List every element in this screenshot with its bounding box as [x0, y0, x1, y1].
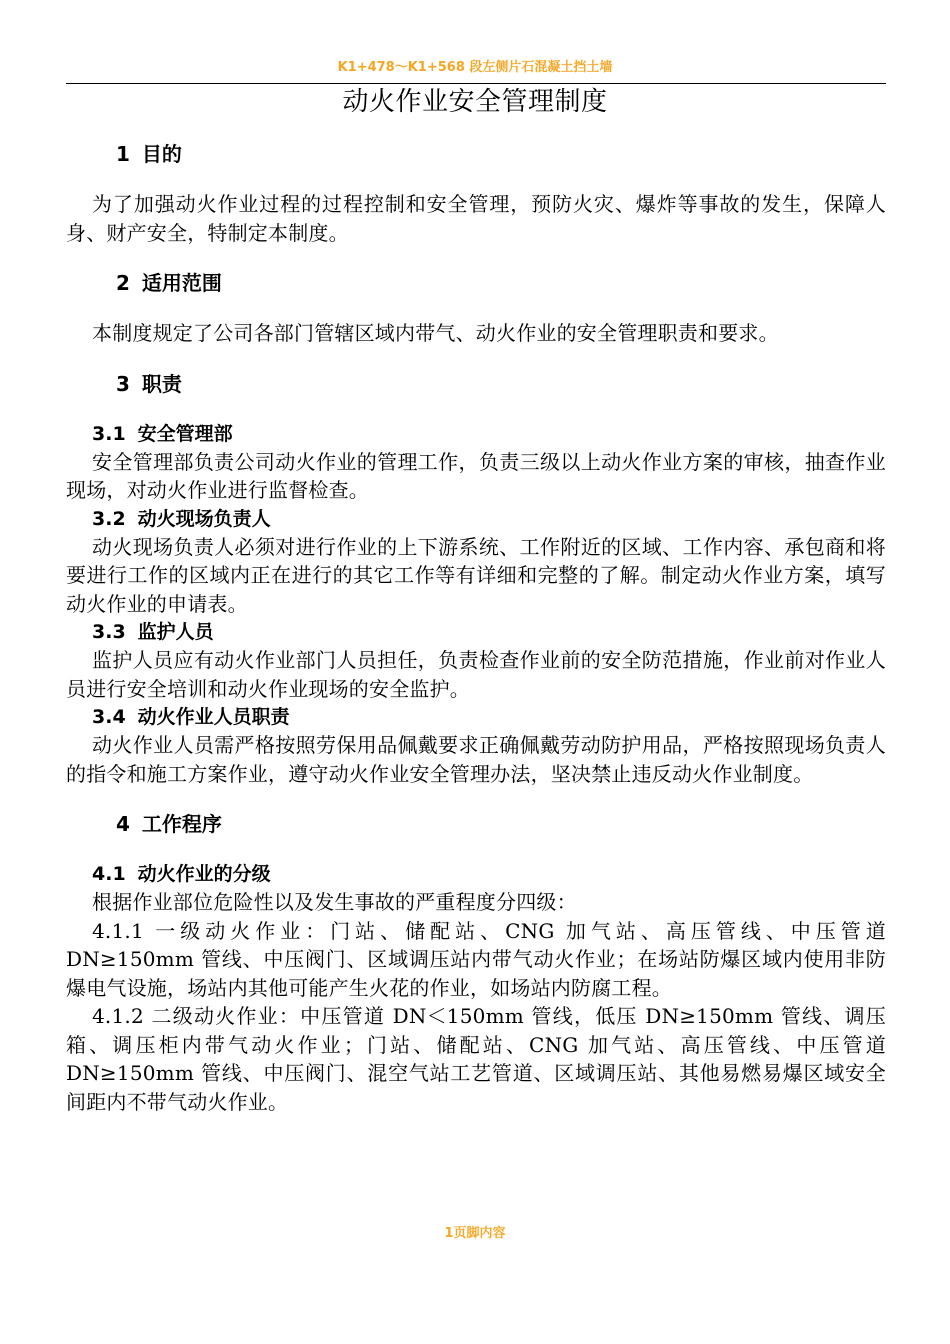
- document-body: [66, 140, 886, 1116]
- paragraph: 安全管理部负责公司动火作业的管理工作，负责三级以上动火作业方案的审核，抽查作业现场，对动火作业进行监督检查。: [66, 449, 886, 502]
- section-heading-4: [66, 810, 886, 838]
- subsection-heading-3-1: [66, 420, 886, 448]
- spacer: [66, 788, 886, 810]
- paragraph: 动火现场负责人必须对进行作业的上下游系统、工作附近的区域、工作内容、承包商和将要进行工作的区域内正在进行的其它工作等有详细和完整的了解。制定动火作业方案，填写动火作业的申请表。: [66, 534, 886, 616]
- subsection-title: 动火作业人员职责: [137, 706, 290, 728]
- document-title: 动火作业安全管理制度: [342, 87, 608, 117]
- subsection-title: 安全管理部: [137, 422, 233, 445]
- subsection-number: 3.3: [92, 621, 126, 643]
- section-title: 职责: [141, 371, 182, 396]
- section-title: 适用范围: [141, 271, 222, 295]
- subsection-title: 监护人员: [137, 621, 214, 643]
- section-title: 目的: [141, 142, 182, 166]
- section-number: 1: [116, 142, 130, 166]
- list-item: 4.1.2 二级动火作业：中压管道 DN＜150mm 管线，低压 DN≥150mm 管线、调压箱、调压柜内带气动火作业；门站、储配站、CNG 加气站、高压管线、中压管道 DN≥150mm 管线、中压阀门、混空气站工艺管道、区域调压站、其他易燃易爆区域安全间距内不带气动火作业。: [66, 1004, 886, 1114]
- spacer: [66, 297, 886, 319]
- paragraph: 本制度规定了公司各部门管辖区域内带气、动火作业的安全管理职责和要求。: [92, 321, 779, 345]
- subsection-number: 3.4: [92, 706, 126, 728]
- section-heading-1: [66, 140, 886, 168]
- page-header: K1+478～K1+568 段左侧片石混凝土挡土墙: [337, 60, 613, 75]
- spacer: [66, 247, 886, 269]
- subsection-heading-3-3: [66, 618, 886, 646]
- page-footer: 1页脚内容: [444, 1226, 506, 1241]
- paragraph: 监护人员应有动火作业部门人员担任，负责检查作业前的安全防范措施，作业前对作业人员进行安全培训和动火作业现场的安全监护。: [66, 648, 886, 701]
- paragraph: 动火作业人员需严格按照劳保用品佩戴要求正确佩戴劳动防护用品，严格按照现场负责人的指令和施工方案作业，遵守动火作业安全管理办法，坚决禁止违反动火作业制度。: [66, 733, 886, 786]
- subsection-heading-4-1: [66, 860, 886, 888]
- spacer: [66, 398, 886, 420]
- spacer: [66, 838, 886, 860]
- spacer: [66, 348, 886, 370]
- section-number: 3: [116, 371, 130, 396]
- subsection-title: 动火作业的分级: [137, 863, 271, 885]
- section-title: 工作程序: [141, 812, 222, 836]
- section-heading-3: [66, 370, 886, 398]
- header-divider: [66, 83, 886, 84]
- subsection-title: 动火现场负责人: [137, 507, 271, 530]
- subsection-heading-3-2: [66, 505, 886, 533]
- subsection-number: 4.1: [92, 863, 126, 885]
- subsection-heading-3-4: [66, 703, 886, 731]
- paragraph: 为了加强动火作业过程的过程控制和安全管理，预防火灾、爆炸等事故的发生，保障人身、财产安全，特制定本制度。: [66, 192, 886, 245]
- section-number: 4: [116, 812, 130, 836]
- subsection-number: 3.1: [92, 422, 126, 445]
- spacer: [66, 168, 886, 190]
- paragraph: 根据作业部位危险性以及发生事故的严重程度分四级：: [92, 890, 577, 914]
- section-heading-2: [66, 269, 886, 297]
- section-number: 2: [116, 271, 130, 295]
- subsection-number: 3.2: [92, 507, 126, 530]
- list-item: 4.1.1 一级动火作业：门站、储配站、CNG 加气站、高压管线、中压管道 DN≥150mm 管线、中压阀门、区域调压站内带气动火作业；在场站防爆区域内使用非防爆电气设施，场站内其他可能产生火花的作业，如场站内防腐工程。: [66, 918, 886, 1000]
